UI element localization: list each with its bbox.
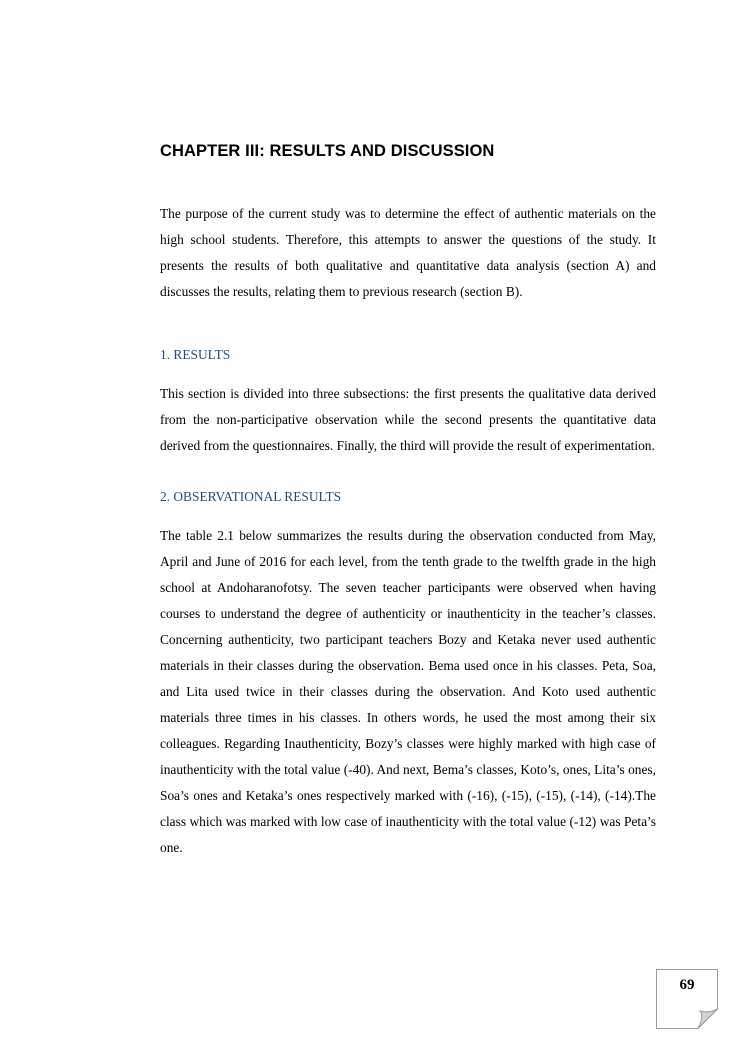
intro-paragraph: The purpose of the current study was to determine the effect of authentic materials on the high school students. Therefore, this attempts to answer the questions of the study. It presents the results of both qualitative and quantitative data analysis (section A) and discusses the results, relating them to previous research (section B).	[160, 206, 656, 299]
page-number: 69	[679, 977, 695, 993]
section-heading-observational-results: 2. OBSERVATIONAL RESULTS	[160, 489, 342, 504]
page-number-tab	[656, 969, 718, 1029]
chapter-title: CHAPTER III: RESULTS AND DISCUSSION	[160, 142, 495, 160]
observational-results-paragraph: The table 2.1 below summarizes the results during the observation conducted from May, April and June of 2016 for each level, from the tenth grade to the twelfth grade in the high school at Andoharanofotsy. The seven teacher participants were observed when having courses to understand the degree of authenticity or inauthenticity in the teacher’s classes. Concerning authenticity, two participant teachers Bozy and Ketaka never used authentic materials in their classes during the observation. Bema used once in his classes. Peta, Soa, and Lita used twice in their classes during the observation. And Koto used authentic materials three times in his classes. In others words, he used the most among their six colleagues. Regarding Inauthenticity, Bozy’s classes were highly marked with high case of inauthenticity with the total value (-40). And next, Bema’s classes, Koto’s, ones, Lita’s ones, Soa’s ones and Ketaka’s ones respectively marked with (-16), (-15), (-15), (-14), (-14).The class which was marked with low case of inauthenticity with the total value (-12) was Peta’s one.	[160, 528, 656, 855]
results-paragraph: This section is divided into three subsections: the first presents the qualitative data derived from the non-participative observation while the second presents the quantitative data derived from the questionnaires. Finally, the third will provide the result of experimentation.	[160, 386, 656, 453]
section-heading-results: 1. RESULTS	[160, 347, 231, 362]
